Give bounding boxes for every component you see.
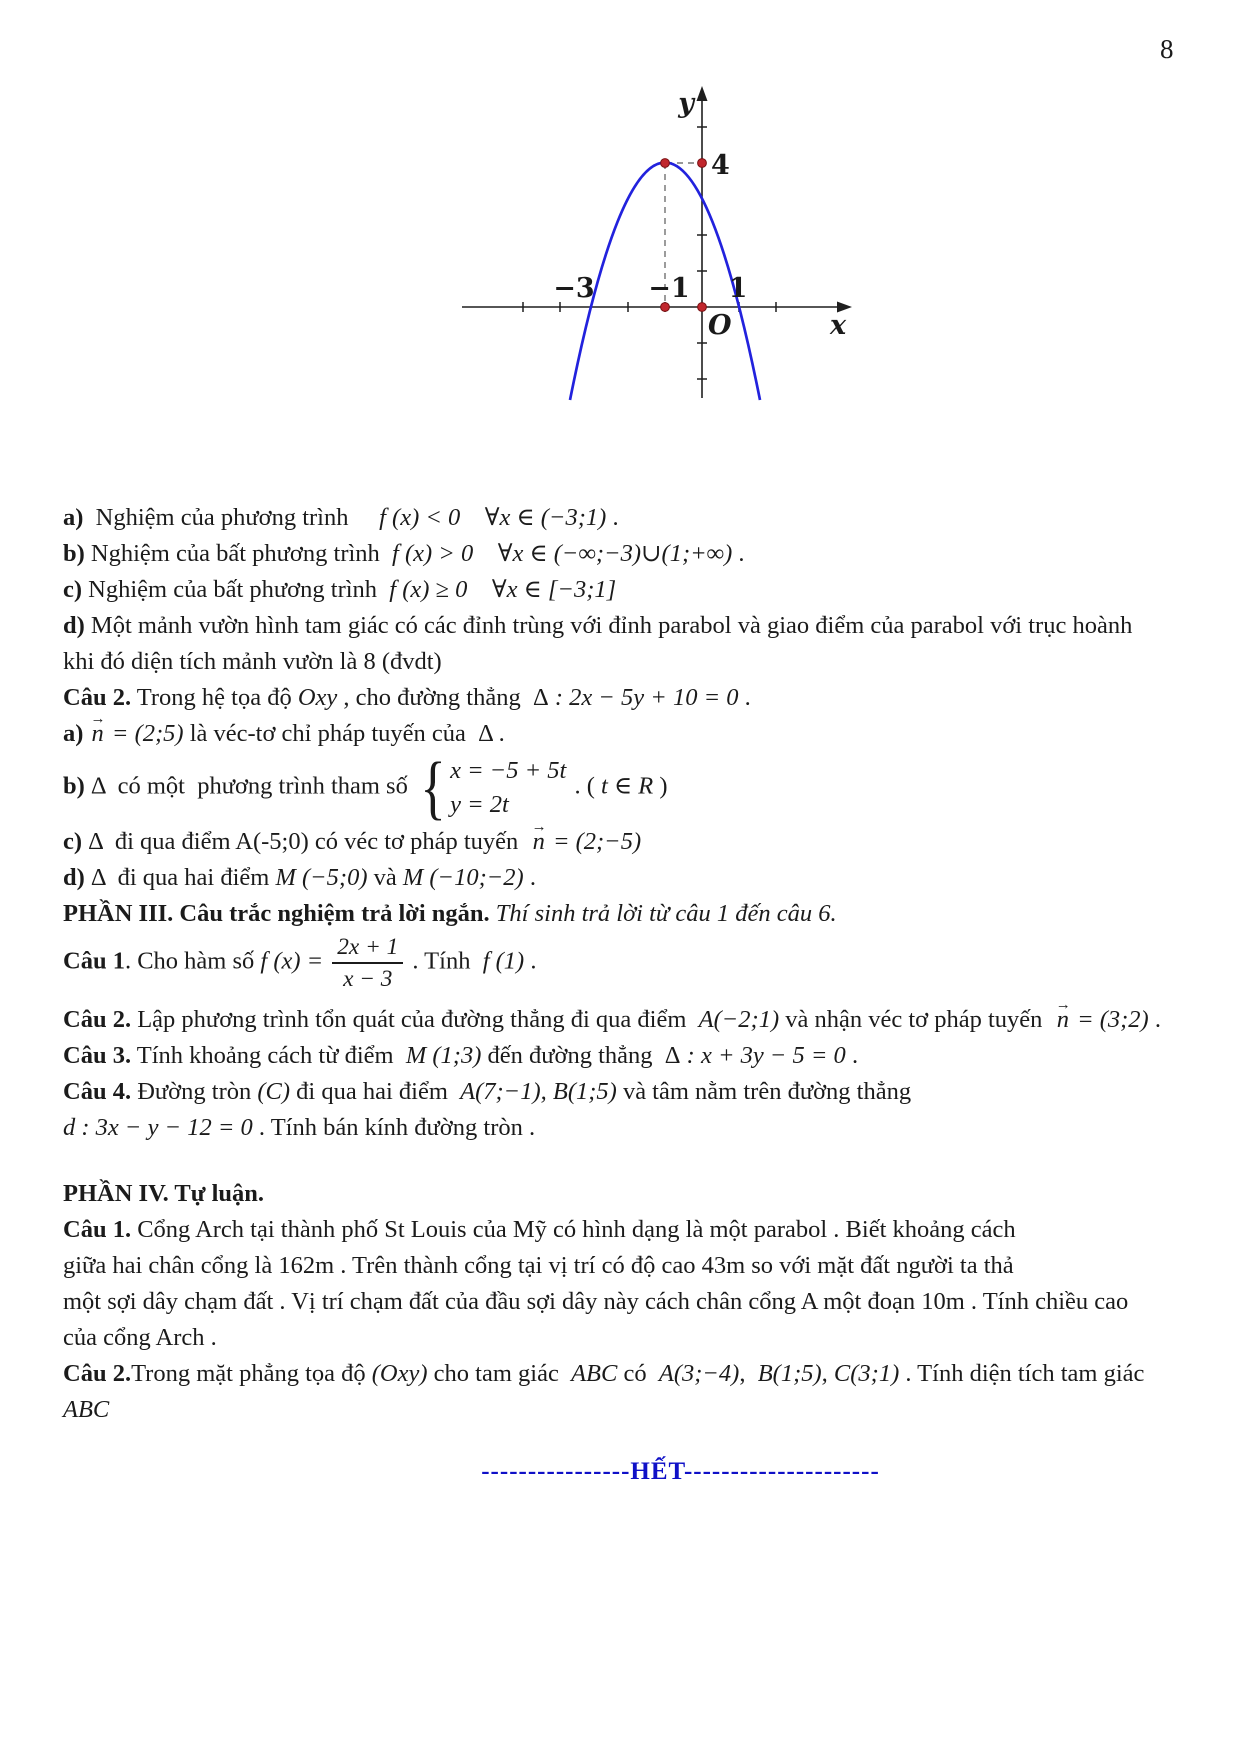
text-segment: Δ đi qua hai điểm [90,864,276,891]
text-segment: M (−5;0) [275,864,368,891]
text-segment: f (x) ≥ 0 ∀x ∈ [−3;1] [389,576,617,603]
text-segment: . ( [568,772,602,800]
tick-label-1: 1 [728,273,748,304]
text-segment: . [845,1042,859,1069]
text-segment: d) [63,864,91,891]
text-segment: : x + 3y − 5 = 0 [680,1042,846,1069]
text-segment: → n [531,824,547,860]
text-segment: f (x) > 0 ∀x ∈ (−∞;−3)∪(1;+∞) [392,540,733,567]
text-segment: a) [63,504,96,531]
text-segment: a) [63,720,90,747]
text-segment: . [524,947,537,975]
point-vertex [661,159,670,168]
phan4-cau2-line1 [63,1356,1188,1392]
text-segment: Tính khoảng cách từ điểm [131,1042,406,1069]
text-segment: . [738,684,751,711]
text-segment: t ∈ R [601,772,654,800]
text-segment: Nghiệm của bất phương trình [90,540,393,567]
text-segment: Câu 1. [63,1216,132,1243]
stmt-1c [63,572,1188,608]
equation-x: x = −5 + 5t [450,757,567,784]
text-segment: M (−10;−2) [402,864,524,891]
text-segment: Nghiệm của bất phương trình [88,576,390,603]
origin-label: O [708,310,732,341]
text-segment: và nhận véc tơ pháp tuyến [779,1006,1055,1033]
text-segment: = (2;−5) [546,828,642,855]
y-axis-arrow-icon [697,86,708,101]
equations [450,754,566,822]
text-segment: . Tính bán kính đường tròn . [252,1114,536,1141]
text-segment: giữa hai chân cổng là 162m . Trên thành cổng tại vị trí có độ cao 43m so với mặt đất người ta thả [63,1252,1014,1279]
text-segment: Lập phương trình tổn quát của đường thẳng đi qua điểm [131,1006,699,1033]
footer-right-dashes: --------------------- [683,1458,880,1485]
stmt-1a [63,500,1188,536]
parabola-graph [455,78,865,410]
text-segment: Trong hệ tọa độ [131,684,298,711]
text-segment: là véc-tơ chỉ pháp tuyến của Δ . [183,720,505,747]
cau2-c [63,824,1188,860]
cau2-d [63,860,1188,896]
footer-left-dashes: ---------------- [481,1458,631,1485]
text-segment: Δ đi qua điểm A(-5;0) có véc tơ pháp tuyến [88,828,531,855]
text-segment: một sợi dây chạm đất . Vị trí chạm đất của đầu sợi dây này cách chân cổng A một đoạn 10m . Tính chiều cao [63,1288,1129,1315]
tick-label-minus3: −3 [553,273,595,304]
text-segment: Câu 3. [63,1042,132,1069]
footer-label: HẾT [630,1458,684,1485]
text-segment: . [606,504,619,531]
text-segment: Câu 2. [63,684,132,711]
phan4-cau1-line2 [63,1248,1188,1284]
text-segment: Thí sinh trả lời từ câu 1 đến câu 6. [495,900,837,927]
text-segment: có [617,1360,659,1387]
text-segment: (C) [257,1078,291,1105]
text-segment: ABC [571,1360,618,1387]
text-segment: ) [653,772,668,800]
text-segment: b) [63,772,91,800]
text-segment: . Cho hàm số [124,947,261,975]
stmt-1b [63,536,1188,572]
phan3-cau4 [63,1074,1188,1110]
phan3-cau3 [63,1038,1188,1074]
stmt-1d-line2 [63,644,1188,680]
text-segment: và [367,864,403,891]
phan4-cau1-line3 [63,1284,1188,1320]
phan4-cau1-line1 [63,1212,1188,1248]
stmt-1d-line1 [63,608,1188,644]
page-number: 8 [1160,34,1174,64]
text-segment: , cho đường thẳng Δ [337,684,549,711]
x-axis-label: x [830,310,847,341]
text-segment: PHẦN IV. Tự luận. [63,1180,265,1207]
text-segment: . Tính [406,947,483,975]
text-segment: . [1148,1006,1161,1033]
text-segment: Câu 1 [63,947,125,975]
text-segment: A(−2;1) [698,1006,780,1033]
text-segment: A(7;−1), B(1;5) [460,1078,617,1105]
text-segment: đến đường thẳng Δ [481,1042,681,1069]
cau2-a [63,716,1188,752]
text-segment: khi đó diện tích mảnh vườn là 8 (đvdt) [63,648,442,675]
text-segment: c) [63,828,89,855]
point-origin [698,303,707,312]
text-segment: d : 3x − y − 12 = 0 [63,1114,253,1141]
text-segment: ABC [63,1396,110,1423]
text-segment: Δ có một phương trình tham số [90,772,414,800]
text-segment: . [732,540,745,567]
cau2-b [63,748,1188,827]
text-segment: M (1;3) [405,1042,482,1069]
text-segment: , [739,1360,758,1387]
text-segment: cho tam giác [427,1360,572,1387]
text-segment: . Tính diện tích tam giác [899,1360,1145,1387]
phan3-header [63,896,1188,932]
text-segment: = (3;2) [1070,1006,1149,1033]
text-segment: = (2;5) [105,720,184,747]
y-axis-label: y [678,88,694,119]
numerator: 2x + 1 [332,932,403,964]
phan3-cau1 [63,932,1188,994]
text-segment: Cổng Arch tại thành phố St Louis của Mỹ có hình dạng là một parabol . Biết khoảng cách [131,1216,1016,1243]
text-segment: (Oxy) [371,1360,428,1387]
text-segment: f (x) < 0 ∀x ∈ (−3;1) [379,504,607,531]
tick-label-4: 4 [711,150,730,181]
footer-het-line [63,1454,1188,1490]
text-segment: Đường tròn [131,1078,258,1105]
text-segment: f (1) [482,947,525,975]
phan4-header [63,1176,1188,1212]
equation-y: y = 2t [450,791,509,818]
fraction [332,932,403,994]
text-segment: Câu 4. [63,1078,132,1105]
text-segment: A(3;−4) [658,1360,740,1387]
text-segment: đi qua hai điểm [290,1078,461,1105]
text-segment: Câu 2. [63,1360,132,1387]
text-segment: PHẦN III. Câu trắc nghiệm trả lời ngắn. [63,900,496,927]
tick-label-minus1: −1 [648,273,690,304]
text-segment: → n [1055,1002,1071,1038]
text-segment: c) [63,576,89,603]
text-segment: B(1;5), C(3;1) [757,1360,900,1387]
text-segment: d) [63,612,91,639]
text-segment: f (x) = [260,947,330,975]
text-segment: và tâm nằm trên đường thẳng [616,1078,912,1105]
phan3-cau4-line2 [63,1110,1188,1146]
left-brace: { [420,748,446,827]
text-segment: của cổng Arch . [63,1324,217,1351]
text-segment: → n [90,716,106,752]
text-segment: Trong mặt phẳng tọa độ [131,1360,372,1387]
cau2-header [63,680,1188,716]
parabola-figure [455,78,865,410]
text-segment: Oxy [297,684,338,711]
phan4-cau1-line4 [63,1320,1188,1356]
phan3-cau2 [63,1002,1188,1038]
phan4-cau2-line2 [63,1392,1188,1428]
text-segment: Một mảnh vườn hình tam giác có các đỉnh trùng với đỉnh parabol và giao điểm của parabol với trục hoành [90,612,1133,639]
text-segment: Nghiệm của phương trình [95,504,380,531]
text-segment: Câu 2. [63,1006,132,1033]
denominator: x − 3 [343,966,393,992]
text-segment: b) [63,540,91,567]
text-segment: : 2x − 5y + 10 = 0 [548,684,739,711]
point-0-4 [698,159,707,168]
text-segment: . [523,864,536,891]
exam-body [63,500,1188,1490]
